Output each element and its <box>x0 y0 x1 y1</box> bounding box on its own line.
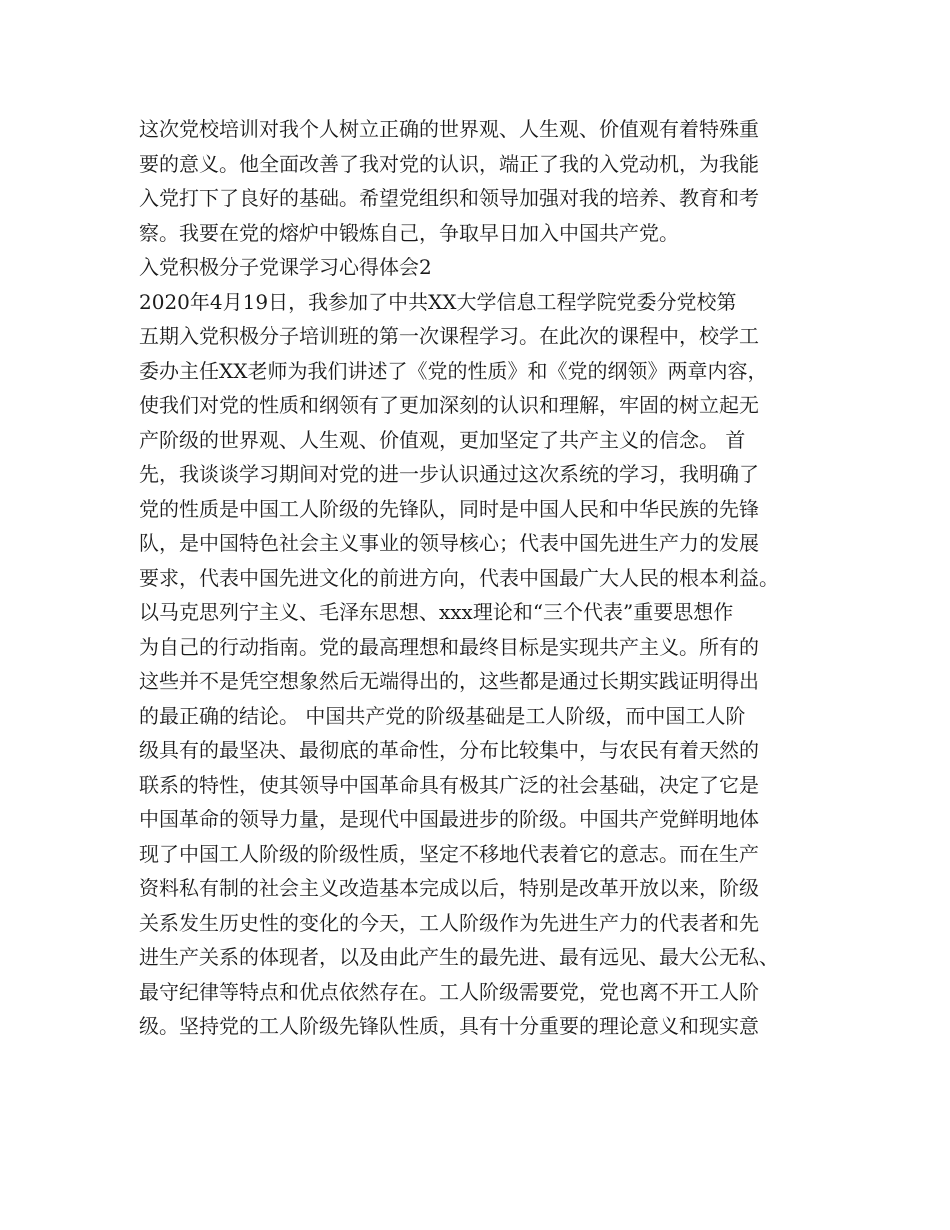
text-line: 进生产关系的体现者，以及由此产生的最先进、最有远见、最大公无私、 <box>139 945 779 969</box>
text-line: 要的意义。他全面改善了我对党的认识，端正了我的入党动机，为我能 <box>139 151 759 176</box>
text-line: 产阶级的世界观、人生观、价值观，更加坚定了共产主义的信念。 首 <box>139 427 746 452</box>
text-line: 先，我谈谈学习期间对党的进一步认识通过这次系统的学习，我明确了 <box>139 462 759 486</box>
section-heading: 入党积极分子党课学习心得体会2 <box>139 255 432 279</box>
text-line: 关系发生历史性的变化的今天，工人阶级作为先进生产力的代表者和先 <box>139 910 759 935</box>
text-line: 察。我要在党的熔炉中锻炼自己，争取早日加入中国共产党。 <box>139 220 679 245</box>
text-line: 党的性质是中国工人阶级的先锋队，同时是中国人民和中华民族的先锋 <box>139 496 759 521</box>
text-line: 的最正确的结论。 中国共产党的阶级基础是工人阶级，而中国工人阶 <box>139 703 746 728</box>
text-line: 委办主任XX老师为我们讲述了《党的性质》和《党的纲领》两章内容， <box>139 358 768 383</box>
text-line: 联系的特性，使其领导中国革命具有极其广泛的社会基础，决定了它是 <box>139 772 759 797</box>
text-line: 级具有的最坚决、最彻底的革命性，分布比较集中，与农民有着天然的 <box>139 738 759 762</box>
text-line: 最守纪律等特点和优点依然存在。工人阶级需要党，党也离不开工人阶 <box>139 979 759 1004</box>
text-line: 级。坚持党的工人阶级先锋队性质，具有十分重要的理论意义和现实意 <box>139 1014 759 1038</box>
text-line: 这次党校培训对我个人树立正确的世界观、人生观、价值观有着特殊重 <box>139 117 759 141</box>
text-line: 入党打下了良好的基础。希望党组织和领导加强对我的培养、教育和考 <box>139 186 759 210</box>
text-line: 使我们对党的性质和纲领有了更加深刻的认识和理解，牢固的树立起无 <box>139 393 759 417</box>
document-body <box>139 112 829 1044</box>
text-line: 2020年4月19日，我参加了中共XX大学信息工程学院党委分党校第 <box>139 289 737 314</box>
text-line: 要求，代表中国先进文化的前进方向，代表中国最广大人民的根本利益。 <box>139 565 779 590</box>
text-line: 中国革命的领导力量，是现代中国最进步的阶级。中国共产党鲜明地体 <box>139 807 759 831</box>
text-line: 五期入党积极分子培训班的第一次课程学习。在此次的课程中，校学工 <box>139 324 759 348</box>
text-line: 为自己的行动指南。党的最高理想和最终目标是实现共产主义。所有的 <box>139 634 759 659</box>
text-line: 以马克思列宁主义、毛泽东思想、xxx理论和“三个代表”重要思想作 <box>139 600 734 624</box>
text-line: 现了中国工人阶级的阶级性质，坚定不移地代表着它的意志。而在生产 <box>139 841 759 866</box>
text-line: 资料私有制的社会主义改造基本完成以后，特别是改革开放以来，阶级 <box>139 876 759 900</box>
text-line: 队，是中国特色社会主义事业的领导核心；代表中国先进生产力的发展 <box>139 531 759 555</box>
text-line: 这些并不是凭空想象然后无端得出的，这些都是通过长期实践证明得出 <box>139 669 759 693</box>
